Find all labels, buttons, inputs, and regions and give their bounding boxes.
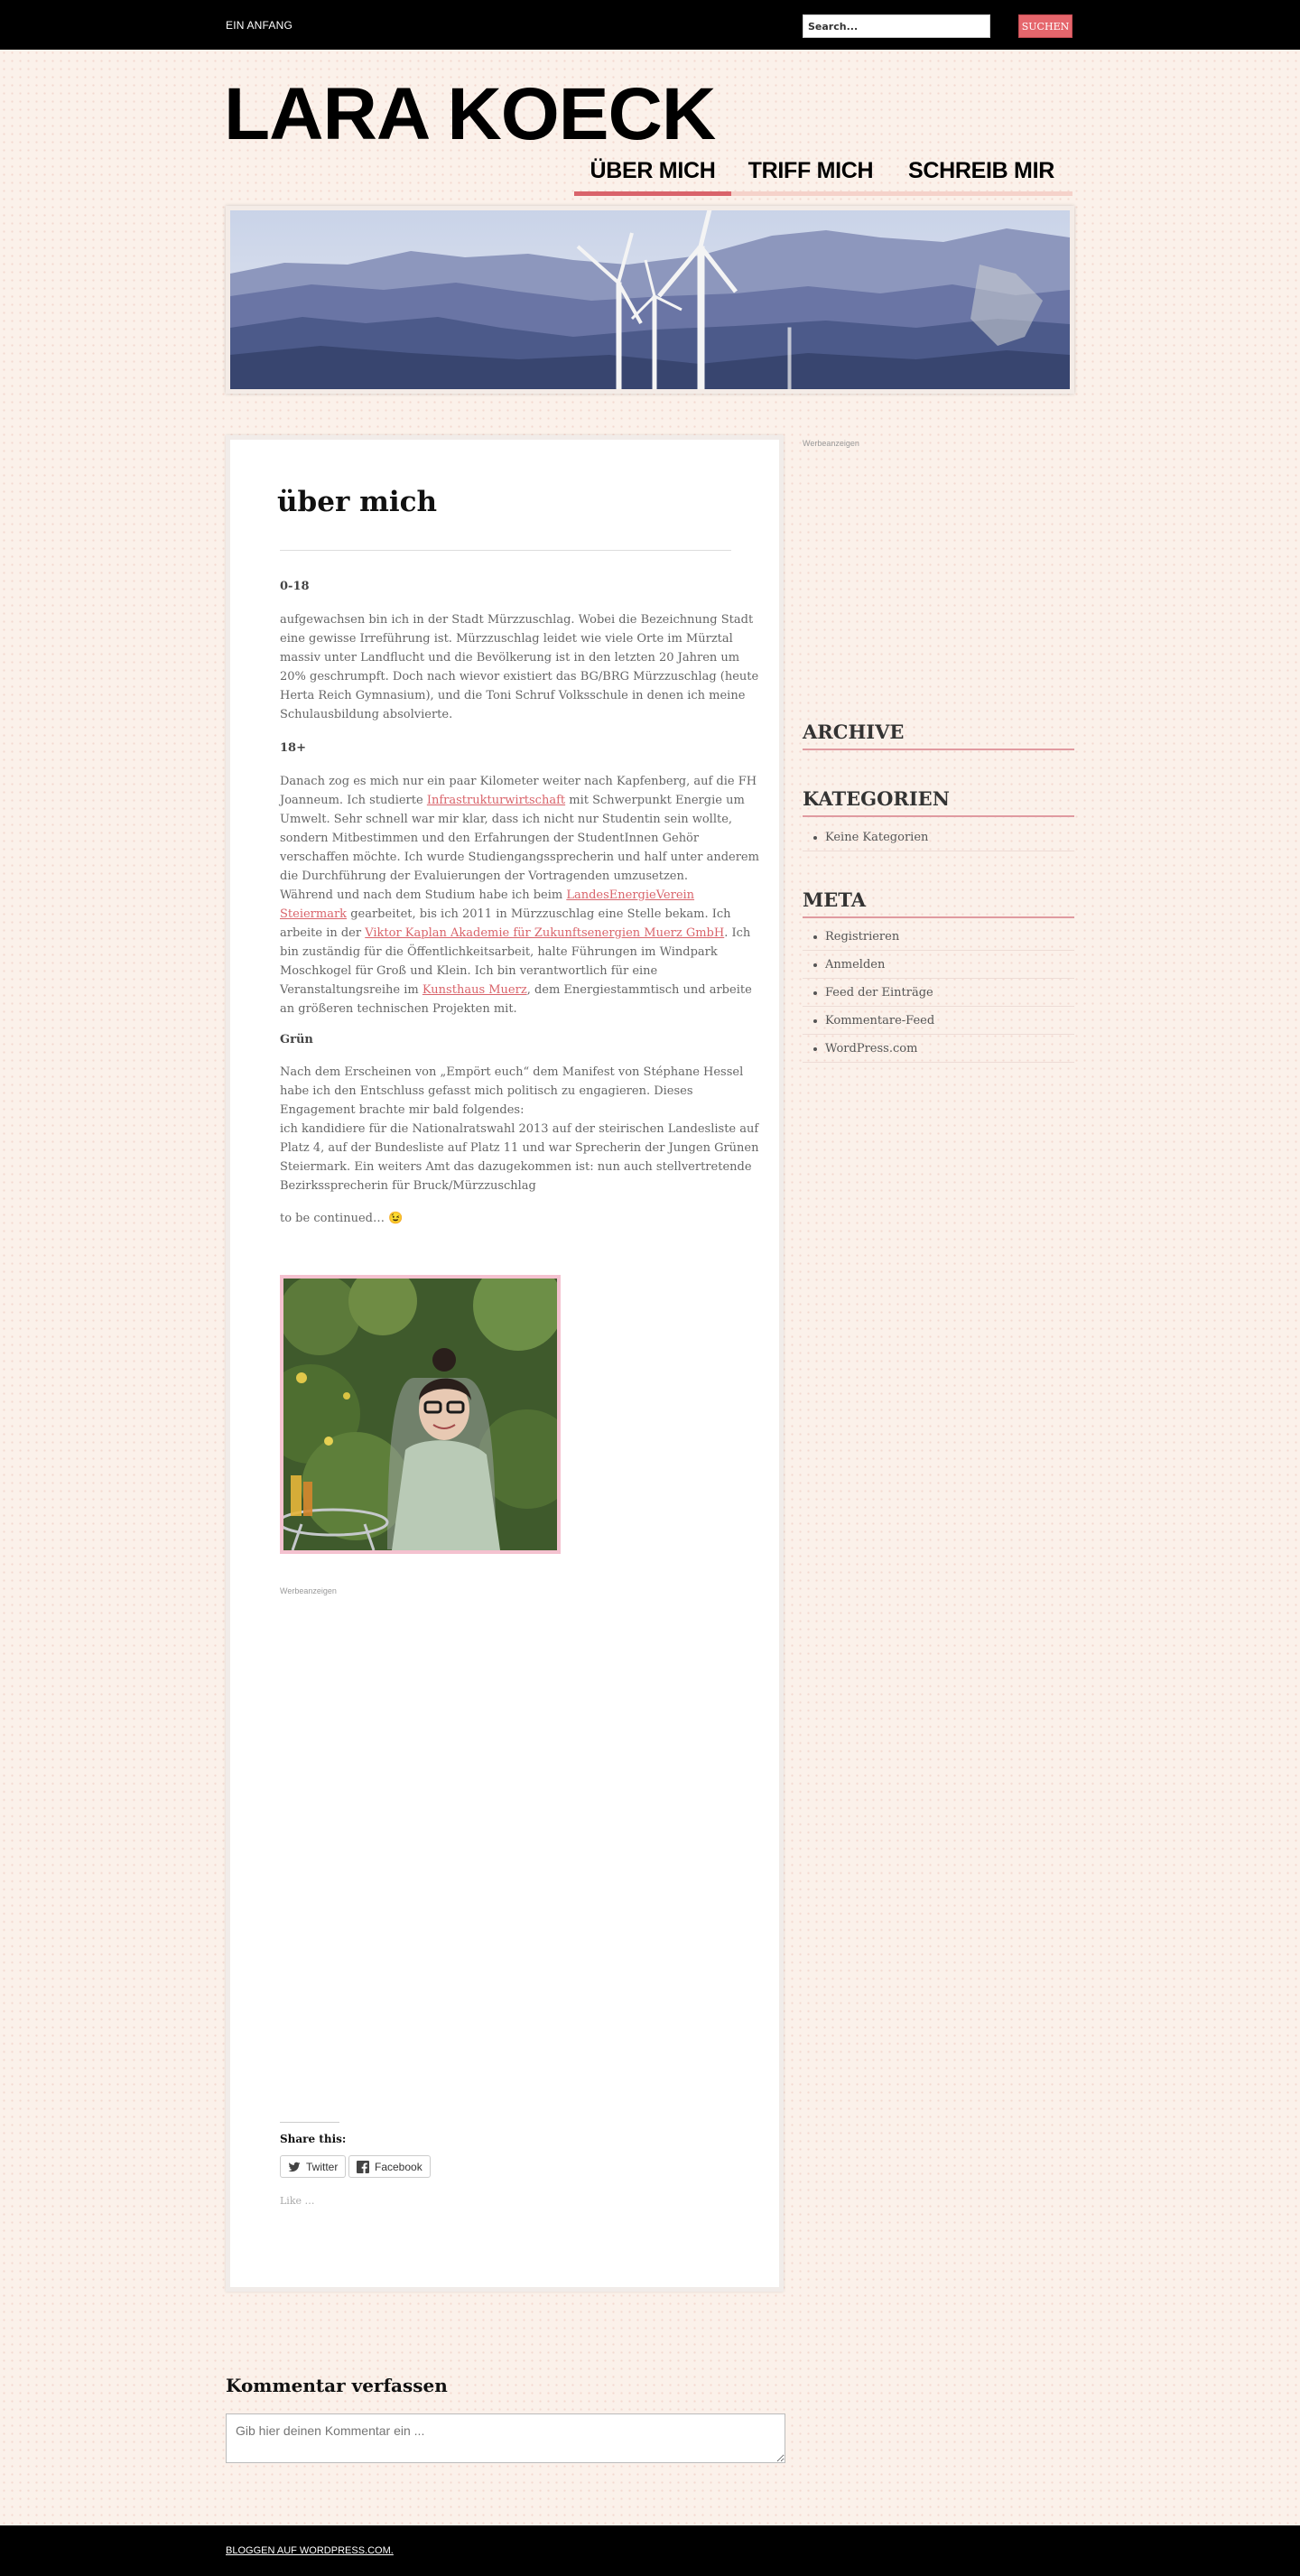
section-text-0-18	[280, 610, 759, 724]
share-title: Share this:	[280, 2133, 347, 2145]
text-segment: arbeite in der	[280, 926, 366, 940]
share-twitter-button[interactable]	[280, 2155, 346, 2178]
share-facebook-label: Facebook	[375, 2160, 422, 2173]
share-twitter-label: Twitter	[306, 2160, 339, 2173]
text-segment: Veranstaltungsreihe im	[280, 983, 422, 997]
widget-title-kategorien: KATEGORIEN	[803, 787, 1074, 817]
link-landesenergieverein[interactable]: LandesEnergieVerein	[566, 888, 695, 902]
text-line: Umwelt. Sehr schnell war mir klar, dass ich nicht nur Studentin sein wollte,	[280, 813, 733, 826]
text-line: ich kandidiere für die Nationalratswahl 2013 auf der steirischen Landesliste auf	[280, 1122, 759, 1136]
text-line	[280, 886, 731, 905]
search-button[interactable]: SUCHEN	[1018, 14, 1072, 38]
comment-input[interactable]	[226, 2413, 785, 2463]
text-line: Steiermark. Ein weiters Amt das dazugekommen ist: nun auch stellvertretende	[280, 1160, 752, 1174]
twitter-icon	[288, 2161, 301, 2173]
text-line: sondern Mitbestimmen und den Erfahrungen der StudentInnen Gehör	[280, 832, 700, 845]
link-viktor-kaplan-akademie[interactable]: Viktor Kaplan Akademie für Zukunftsenergien Muerz GmbH	[365, 926, 725, 940]
text-line: Schulausbildung absolvierte.	[280, 708, 453, 721]
section-text-gruen	[280, 1063, 759, 1195]
text-line: bin zuständig für die Öffentlichkeitsarbeit, halte Führungen im Windpark	[280, 945, 718, 959]
link-landesenergieverein-steiermark[interactable]: Steiermark	[280, 907, 348, 921]
text-line: 20% geschrumpft. Doch nach wievor existiert das BG/BRG Mürzzuschlag (heute	[280, 670, 759, 684]
text-line: Engagement brachte mir bald folgendes:	[280, 1103, 525, 1117]
text-line: Moschkogel für Groß und Klein. Ich bin verantwortlich für eine	[280, 964, 658, 978]
meta-link-registrieren[interactable]: Registrieren	[803, 923, 1074, 951]
meta-link-kommentare-feed[interactable]: Kommentare-Feed	[803, 1007, 1074, 1035]
comment-form-title: Kommentar verfassen	[226, 2375, 448, 2396]
footer-wordpress-link[interactable]: BLOGGEN AUF WORDPRESS.COM.	[226, 2545, 394, 2556]
section-text-18-plus	[280, 772, 759, 1018]
text-line: Nach dem Erscheinen von „Empört euch“ dem Manifest von Stéphane Hessel	[280, 1065, 744, 1079]
woman-in-garden-photo	[283, 1279, 557, 1550]
nav-item-triff-mich[interactable]: TRIFF MICH	[748, 158, 874, 183]
text-segment: Joanneum. Ich studierte	[280, 794, 427, 807]
text-line: Danach zog es mich nur ein paar Kilometer weiter nach Kapfenberg, auf die FH	[280, 775, 757, 788]
mountain-wind-turbine-image	[230, 210, 1070, 389]
section-heading-gruen: Grün	[280, 1033, 313, 1046]
home-link[interactable]: EIN ANFANG	[226, 19, 293, 32]
text-line: Platz 4, auf der Bundesliste auf Platz 11 und war Sprecherin der Jungen Grünen	[280, 1141, 759, 1155]
top-bar	[0, 0, 1300, 50]
meta-link-anmelden[interactable]: Anmelden	[803, 951, 1074, 979]
text-segment: Während und nach dem Studium habe ich beim	[280, 888, 567, 902]
main-navigation	[574, 153, 1072, 197]
facebook-icon	[357, 2161, 369, 2173]
header-banner-image	[226, 206, 1074, 394]
page-title: über mich	[277, 486, 438, 518]
text-line: die Durchführung der Evaluierungen der Vortragenden umzusetzen.	[280, 870, 688, 883]
profile-photo[interactable]	[280, 1275, 561, 1554]
text-line: verschaffen möchte. Ich wurde Studiengangssprecherin und half unter anderem	[280, 851, 759, 864]
link-kunsthaus-muerz[interactable]: Kunsthaus Muerz	[422, 983, 527, 997]
widget-title-meta: META	[803, 888, 1074, 918]
text-line: eine gewisse Irreführung ist. Mürzzuschlag leidet wie viele Orte im Mürztal	[280, 632, 733, 646]
category-item: Keine Kategorien	[803, 823, 1074, 851]
text-segment: . Ich	[724, 926, 751, 940]
text-line: Herta Reich Gymnasium), und die Toni Schruf Volksschule in denen ich meine	[280, 689, 746, 702]
share-divider	[280, 2122, 339, 2123]
section-heading-0-18: 0-18	[280, 580, 310, 593]
text-line	[280, 924, 751, 943]
text-line	[280, 981, 752, 1000]
meta-link-wordpress[interactable]: WordPress.com	[803, 1035, 1074, 1063]
text-segment: gearbeitet, bis ich 2011 in Mürzzuschlag eine Stelle bekam. Ich	[347, 907, 731, 921]
text-segment: mit Schwerpunkt Energie um	[565, 794, 745, 807]
like-placeholder: Like …	[280, 2195, 315, 2207]
text-line: Bezirkssprecherin für Bruck/Mürzzuschlag	[280, 1179, 536, 1193]
text-segment: , dem Energiestammtisch und arbeite	[526, 983, 752, 997]
section-heading-18-plus: 18+	[280, 741, 306, 755]
text-line: habe ich den Entschluss gefasst mich politisch zu engagieren. Dieses	[280, 1084, 693, 1098]
meta-link-feed-eintraege[interactable]: Feed der Einträge	[803, 979, 1074, 1007]
text-line	[280, 905, 731, 924]
title-divider	[280, 550, 731, 551]
widget-title-archive: ARCHIVE	[803, 721, 1074, 750]
text-line: aufgewachsen bin ich in der Stadt Mürzzuschlag. Wobei die Bezeichnung Stadt	[280, 613, 754, 627]
ad-label: Werbeanzeigen	[280, 1586, 337, 1595]
nav-item-ueber-mich[interactable]: ÜBER MICH	[574, 153, 731, 196]
link-infrastrukturwirtschaft[interactable]: Infrastrukturwirtschaft	[426, 794, 566, 807]
footer	[0, 2525, 1300, 2576]
nav-item-schreib-mir[interactable]: SCHREIB MIR	[908, 158, 1054, 183]
text-line: an größeren technischen Projekten mit.	[280, 1002, 517, 1016]
text-line: massiv unter Landflucht und die Bevölkerung ist in den letzten 20 Jahren um	[280, 651, 740, 665]
text-line	[280, 791, 745, 810]
site-title[interactable]: LARA KOECK	[224, 73, 716, 155]
sidebar-ad-label: Werbeanzeigen	[803, 439, 859, 448]
closing-text: to be continued… 😉	[280, 1212, 404, 1225]
search-input[interactable]	[803, 14, 990, 38]
share-facebook-button[interactable]	[348, 2155, 431, 2178]
